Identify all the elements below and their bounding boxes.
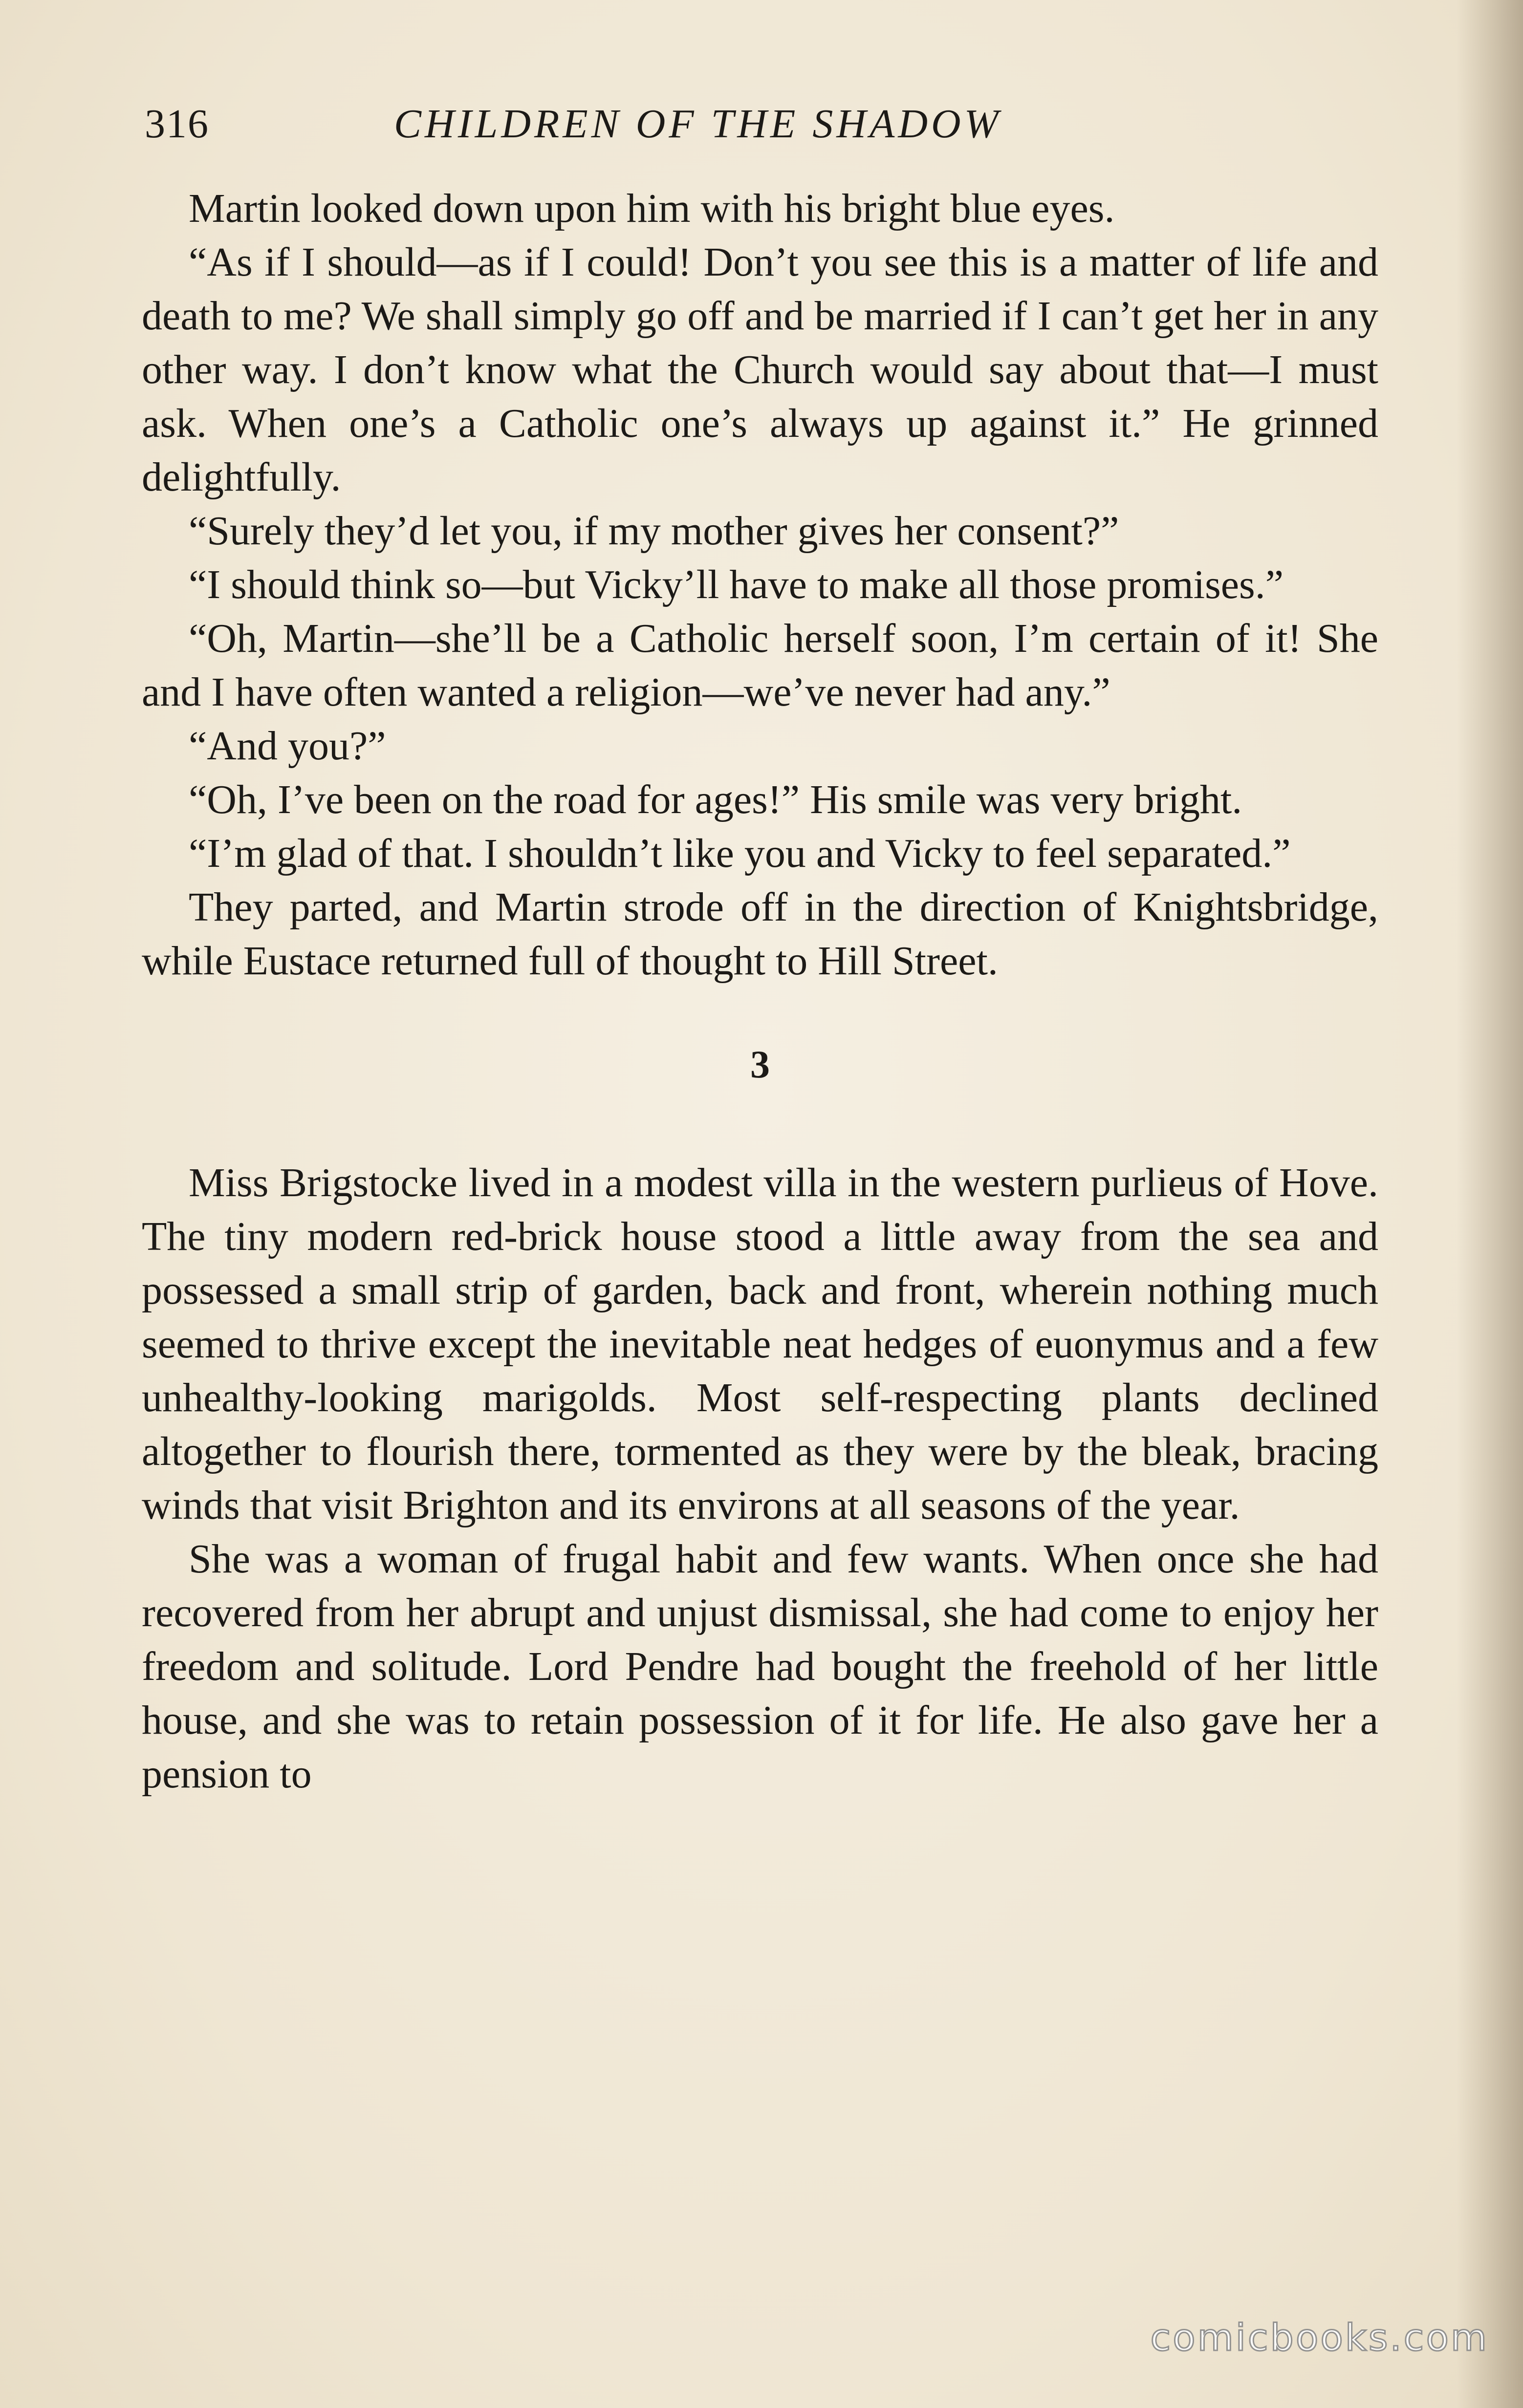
paragraph: “I should think so—but Vicky’ll have to make all those promises.” — [189, 562, 1284, 607]
paragraph: “Oh, Martin—she’ll be a Catholic herself soon, I’m certain of it! She and I have often wanted a religion—we’ve never had any.” — [142, 616, 1378, 715]
paragraph: “As if I should—as if I could! Don’t you see this is a matter of life and death to me? We shall simply go off and be married if I can’t get her in any other way. I don’t know what the Church would say about that—I must ask. When one’s a Catholic one’s always up against it.” He grinned delightfully. — [142, 239, 1378, 500]
watermark: comicbooks.com — [1150, 2316, 1489, 2359]
running-head: CHILDREN OF THE SHADOW — [394, 101, 1002, 147]
paragraph: Martin looked down upon him with his bright blue eyes. — [189, 186, 1115, 231]
section-number: 3 — [750, 1043, 770, 1086]
paragraph: “Oh, I’ve been on the road for ages!” His smile was very bright. — [189, 777, 1242, 822]
page-header — [145, 100, 1376, 159]
page-number: 316 — [145, 101, 209, 147]
paragraph: They parted, and Martin strode off in the direction of Knightsbridge, while Eustace returned full of thought to Hill Street. — [142, 884, 1378, 984]
body-text — [142, 182, 1378, 1801]
paragraph: She was a woman of frugal habit and few wants. When once she had recovered from her abrupt and unjust dismissal, she had come to enjoy her freedom and solitude. Lord Pendre had bought the freehold of her little house, and she was to retain possession of it for life. He also gave her a pension to — [142, 1536, 1378, 1797]
paragraph: “I’m glad of that. I shouldn’t like you and Vicky to feel separated.” — [189, 831, 1291, 876]
paragraph: “And you?” — [189, 723, 386, 769]
paragraph: Miss Brigstocke lived in a modest villa in the western purlieus of Hove. The tiny modern red-brick house stood a little away from the sea and possessed a small strip of garden, back and front, wherein nothing much seemed to thrive except the inevitable neat hedges of euonymus and a few unhealthy-looking marigolds. Most self-respecting plants declined altogether to flourish there, tormented as they were by the bleak, bracing winds that visit Brighton and its environs at all seasons of the year. — [142, 1160, 1378, 1528]
paragraph: “Surely they’d let you, if my mother gives her consent?” — [189, 508, 1119, 554]
